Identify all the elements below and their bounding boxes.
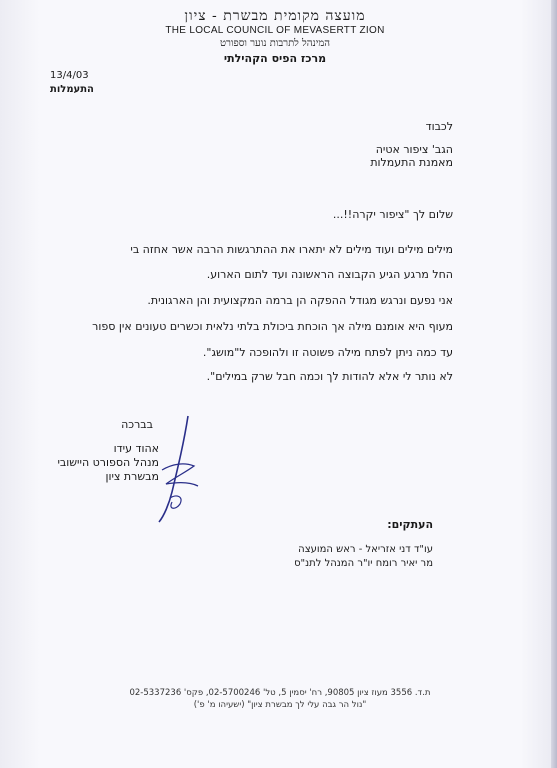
date-subject: התעמלות: [50, 84, 94, 95]
footer-address: ת.ד. 3556 מעוז ציון 90805, רח' יסמין 5, טל' 02-5700246, פקס' 02-5337236: [129, 688, 431, 698]
body-line: לא נותר לי אלא להודות לך וכמה חבל שרק במילים".: [206, 370, 453, 383]
greeting-line: שלום לך "ציפור יקרה!!...: [332, 208, 453, 221]
body-line: אני נפעם ונרגש מגודל ההפקה הן ברמה המקצועית והן הארגונית.: [147, 294, 453, 307]
page-edge-shadow: [551, 0, 557, 768]
recipient-salutation: לכבוד: [425, 120, 453, 133]
recipient-title: מאמנת התעמלות: [370, 156, 453, 169]
council-name-hebrew: מועצה מקומית מבשרת - ציון: [184, 8, 366, 24]
signoff-blessing: בברכה: [121, 418, 153, 431]
department-name: המינהל לתרבות נוער וספורט: [219, 38, 331, 49]
footer-quote: "נול הר גבה עלי לך מבשרת ציון" (ישעיהו מ' פ'): [193, 700, 367, 710]
recipient-name: הגב' ציפור אטיה: [375, 143, 453, 156]
body-line: מעוף היא אומנם מילה אך הוכחת ביכולת בלתי נלאית וכשרים טעונים אין ספור: [92, 320, 453, 333]
letter-date: 13/4/03: [50, 70, 89, 81]
copy-recipient: מר יאיר רומח יו"ר המנהל לתנ"ס: [294, 558, 433, 569]
body-line: עד כמה ניתן לפתח מילה פשוטה זו ולהופכה ל"מושג".: [202, 346, 453, 359]
body-line: מילים מילים ועוד מילים לא יתארו את ההתרגשות הרבה אשר אחזה בי: [130, 243, 453, 256]
copy-recipient: עו"ד דני אזריאל - ראש המועצה: [298, 544, 433, 555]
body-line: החל מרגע הגיע הקבוצה הראשונה ועד לתום הארוע.: [206, 268, 453, 281]
council-name-english: THE LOCAL COUNCIL OF MEVASERTT ZION: [165, 25, 385, 36]
signer-role: מנהל הספורט היישובי: [57, 456, 159, 469]
community-center-name: מרכז הפיס הקהילתי: [223, 52, 327, 65]
signer-place: מבשרת ציון: [105, 470, 159, 483]
signer-name: אהוד עידו: [113, 442, 159, 455]
handwritten-signature: [150, 412, 205, 524]
copies-label: העתקים:: [387, 518, 433, 531]
